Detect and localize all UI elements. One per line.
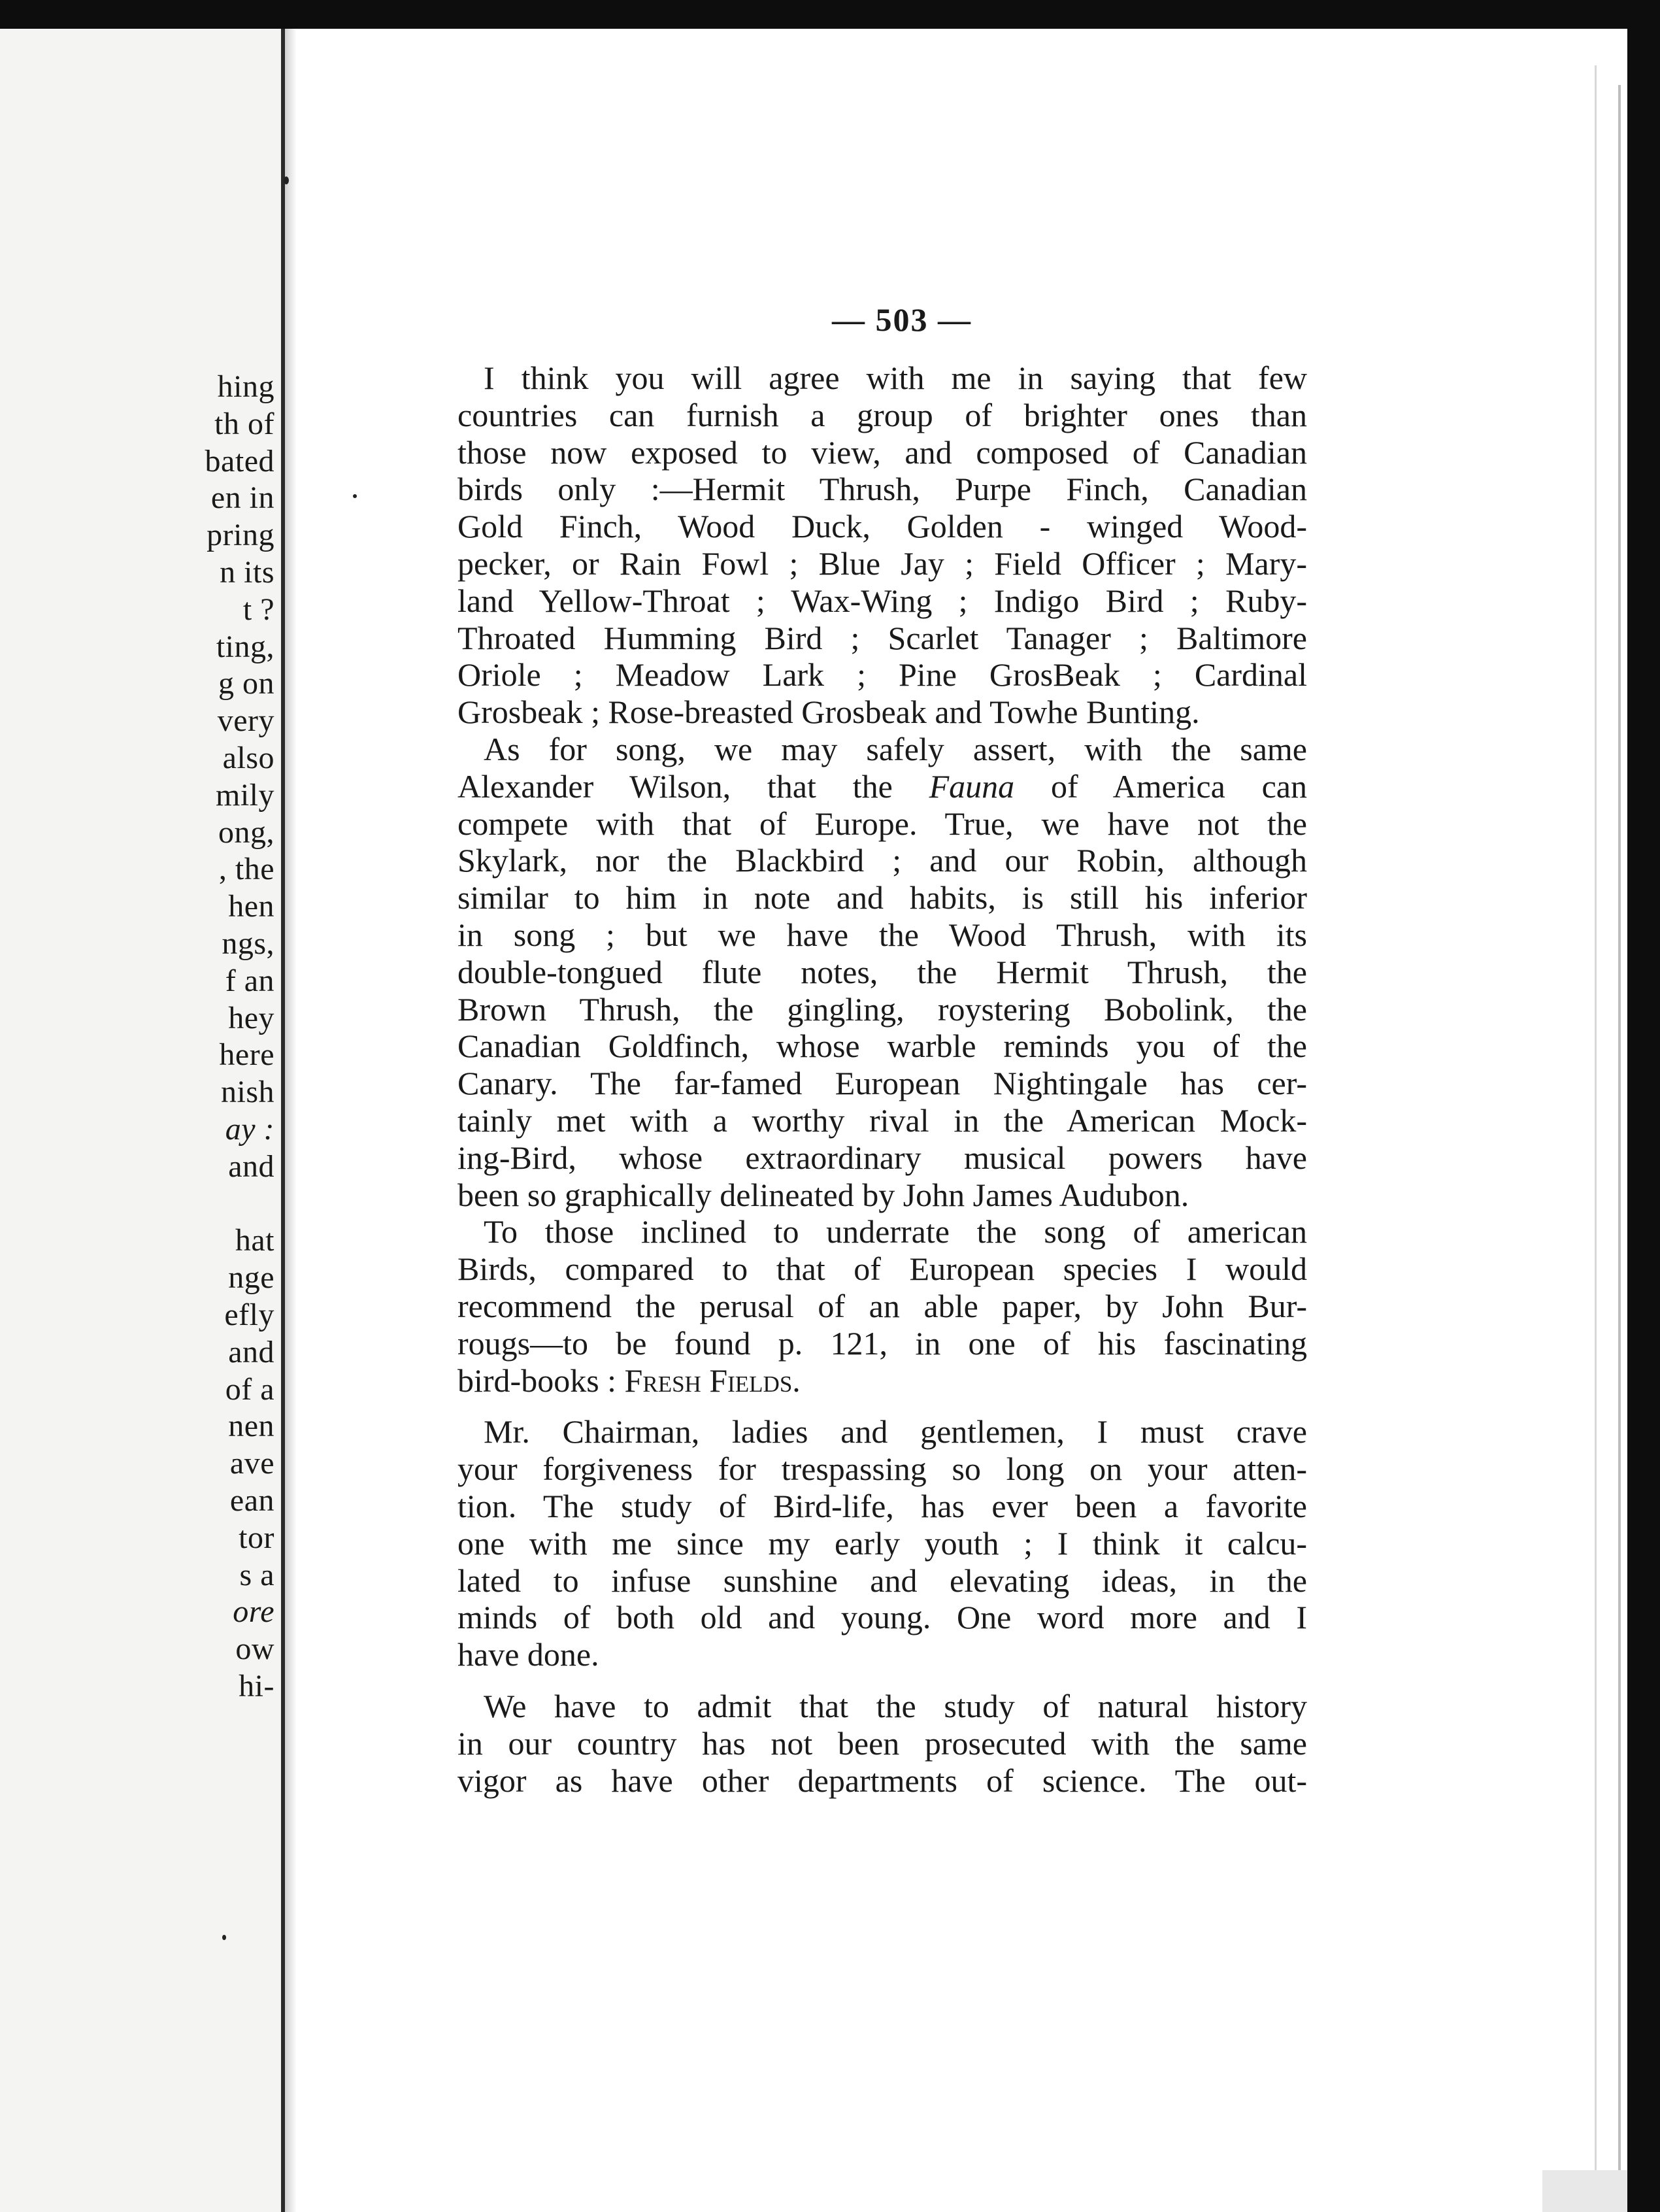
text-line: Grosbeak ; Rose-breasted Grosbeak and Towhe Bunting. (457, 694, 1200, 731)
page-edge-line (1618, 85, 1621, 2183)
left-page-fragment: hi- (239, 1669, 274, 1703)
page-number: — 503 — (832, 301, 972, 338)
left-page-fragment: ngs, (222, 926, 274, 961)
ink-speck (353, 494, 357, 498)
text-line: similar to him in note and habits, is still his inferior (457, 879, 1307, 916)
left-page-fragment: pring (207, 518, 274, 553)
text-line: Birds, compared to that of European species I would (457, 1250, 1307, 1288)
text-line: Gold Finch, Wood Duck, Golden - winged Wood- (457, 508, 1307, 545)
left-page-fragment: ong, (218, 814, 274, 850)
left-page-fragment: ting, (216, 629, 274, 664)
left-page-fragment: th of (214, 406, 274, 441)
text-line: those now exposed to view, and composed of Canadian (457, 433, 1307, 471)
text-line: tion. The study of Bird-life, has ever been a favorite (457, 1488, 1307, 1524)
text-line: Brown Thrush, the gingling, roystering Bobolink, the (457, 990, 1307, 1028)
left-page-fragment: here (219, 1037, 274, 1073)
text-line: Canary. The far-famed European Nightingale has cer- (457, 1065, 1307, 1102)
left-page (0, 29, 281, 2212)
left-page-fragment: ay : (225, 1112, 274, 1147)
left-page-fragment: hing (217, 369, 274, 404)
text-line: land Yellow-Throat ; Wax-Wing ; Indigo Bird ; Ruby- (457, 582, 1307, 619)
text-line: pecker, or Rain Fowl ; Blue Jay ; Field Officer ; Mary- (457, 545, 1307, 582)
left-page-fragment: nen (228, 1409, 274, 1444)
text-line: ing-Bird, whose extraordinary musical powers have (457, 1139, 1307, 1176)
scan-border-right (1627, 85, 1660, 2212)
left-page-fragment: and (228, 1148, 274, 1184)
text-span: of America can (1014, 767, 1307, 805)
text-span: . (792, 1362, 801, 1399)
text-line: lated to infuse sunshine and elevating ideas, in the (457, 1562, 1307, 1599)
text-line: birds only :—Hermit Thrush, Purpe Finch, Canadian (457, 471, 1307, 508)
text-line: tainly met with a worthy rival in the American Mock- (457, 1102, 1307, 1139)
text-line: recommend the perusal of an able paper, by John Bur- (457, 1288, 1307, 1324)
left-page-fragment: hat (235, 1223, 274, 1258)
left-page-fragment: mily (215, 777, 274, 813)
text-line: double-tongued flute notes, the Hermit Thrush, the (457, 953, 1307, 990)
page-corner-fold (1542, 2170, 1627, 2212)
text-span: Alexander Wilson, that the (457, 767, 929, 805)
left-page-fragment: efly (224, 1298, 274, 1332)
page-edge-line (1595, 65, 1597, 2183)
text-line: in our country has not been prosecuted with the same (457, 1724, 1307, 1762)
book-title: Fresh Fields (624, 1362, 793, 1399)
left-page-fragment: n its (220, 555, 274, 590)
text-line: I think you will agree with me in saying that few (484, 360, 1307, 396)
left-page-fragment: tor (239, 1520, 274, 1555)
text-line: Skylark, nor the Blackbird ; and our Robin, although (457, 842, 1307, 879)
text-line: Canadian Goldfinch, whose warble reminds you of the (457, 1028, 1307, 1065)
text-span: bird-books : (457, 1362, 625, 1399)
left-page-fragment: s a (239, 1557, 274, 1592)
text-line: been so graphically delineated by John James Audubon. (457, 1176, 1189, 1213)
text-line: As for song, we may safely assert, with the same (484, 731, 1307, 767)
text-line: Oriole ; Meadow Lark ; Pine GrosBeak ; Cardinal (457, 656, 1307, 694)
left-page-fragment: of a (225, 1371, 274, 1407)
scan-border-top (0, 0, 1660, 29)
text-line (457, 1362, 1307, 1399)
ink-speck (284, 176, 289, 184)
left-page-fragment: hen (228, 889, 274, 924)
gutter-shadow (285, 29, 297, 2212)
text-line: your forgiveness for trespassing so long on your atten- (457, 1450, 1307, 1488)
left-page-fragment: ean (229, 1483, 274, 1518)
left-page-fragment: ore (233, 1594, 274, 1630)
left-page-fragment: and (228, 1334, 274, 1369)
text-line: vigor as have other departments of science. The out- (457, 1762, 1307, 1799)
left-page-fragment: ave (229, 1446, 274, 1481)
left-page-fragment: ow (235, 1632, 274, 1667)
text-line: rougs—to be found p. 121, in one of his fascinating (457, 1324, 1307, 1362)
italic-term: Fauna (929, 767, 1015, 805)
left-page-fragment: f an (225, 963, 274, 998)
left-page-fragment: en in (210, 480, 274, 516)
text-line: in song ; but we have the Wood Thrush, with its (457, 916, 1307, 953)
left-page-fragment: g on (218, 666, 274, 701)
ink-speck (222, 1935, 226, 1940)
text-line: countries can furnish a group of brighter ones than (457, 396, 1307, 433)
left-page-fragment: also (222, 741, 274, 775)
text-line: To those inclined to underrate the song of american (484, 1213, 1307, 1250)
left-page-fragment: t ? (242, 592, 274, 627)
text-line: Mr. Chairman, ladies and gentlemen, I must crave (484, 1413, 1307, 1450)
text-line: Throated Humming Bird ; Scarlet Tanager ; Baltimore (457, 619, 1307, 656)
left-page-fragment: nge (228, 1260, 274, 1296)
text-line: have done. (457, 1636, 599, 1673)
left-page-fragment: very (217, 703, 274, 739)
text-line: compete with that of Europe. True, we have not the (457, 805, 1307, 842)
text-line: We have to admit that the study of natural history (484, 1688, 1307, 1724)
left-page-fragment: bated (205, 443, 274, 478)
text-line: minds of both old and young. One word more and I (457, 1599, 1307, 1636)
left-page-fragment: nish (220, 1075, 274, 1110)
left-page-fragment: hey (228, 1000, 274, 1035)
left-page-fragment: , the (218, 852, 274, 887)
text-line (457, 768, 1307, 805)
text-line: one with me since my early youth ; I think it calcu- (457, 1524, 1307, 1562)
